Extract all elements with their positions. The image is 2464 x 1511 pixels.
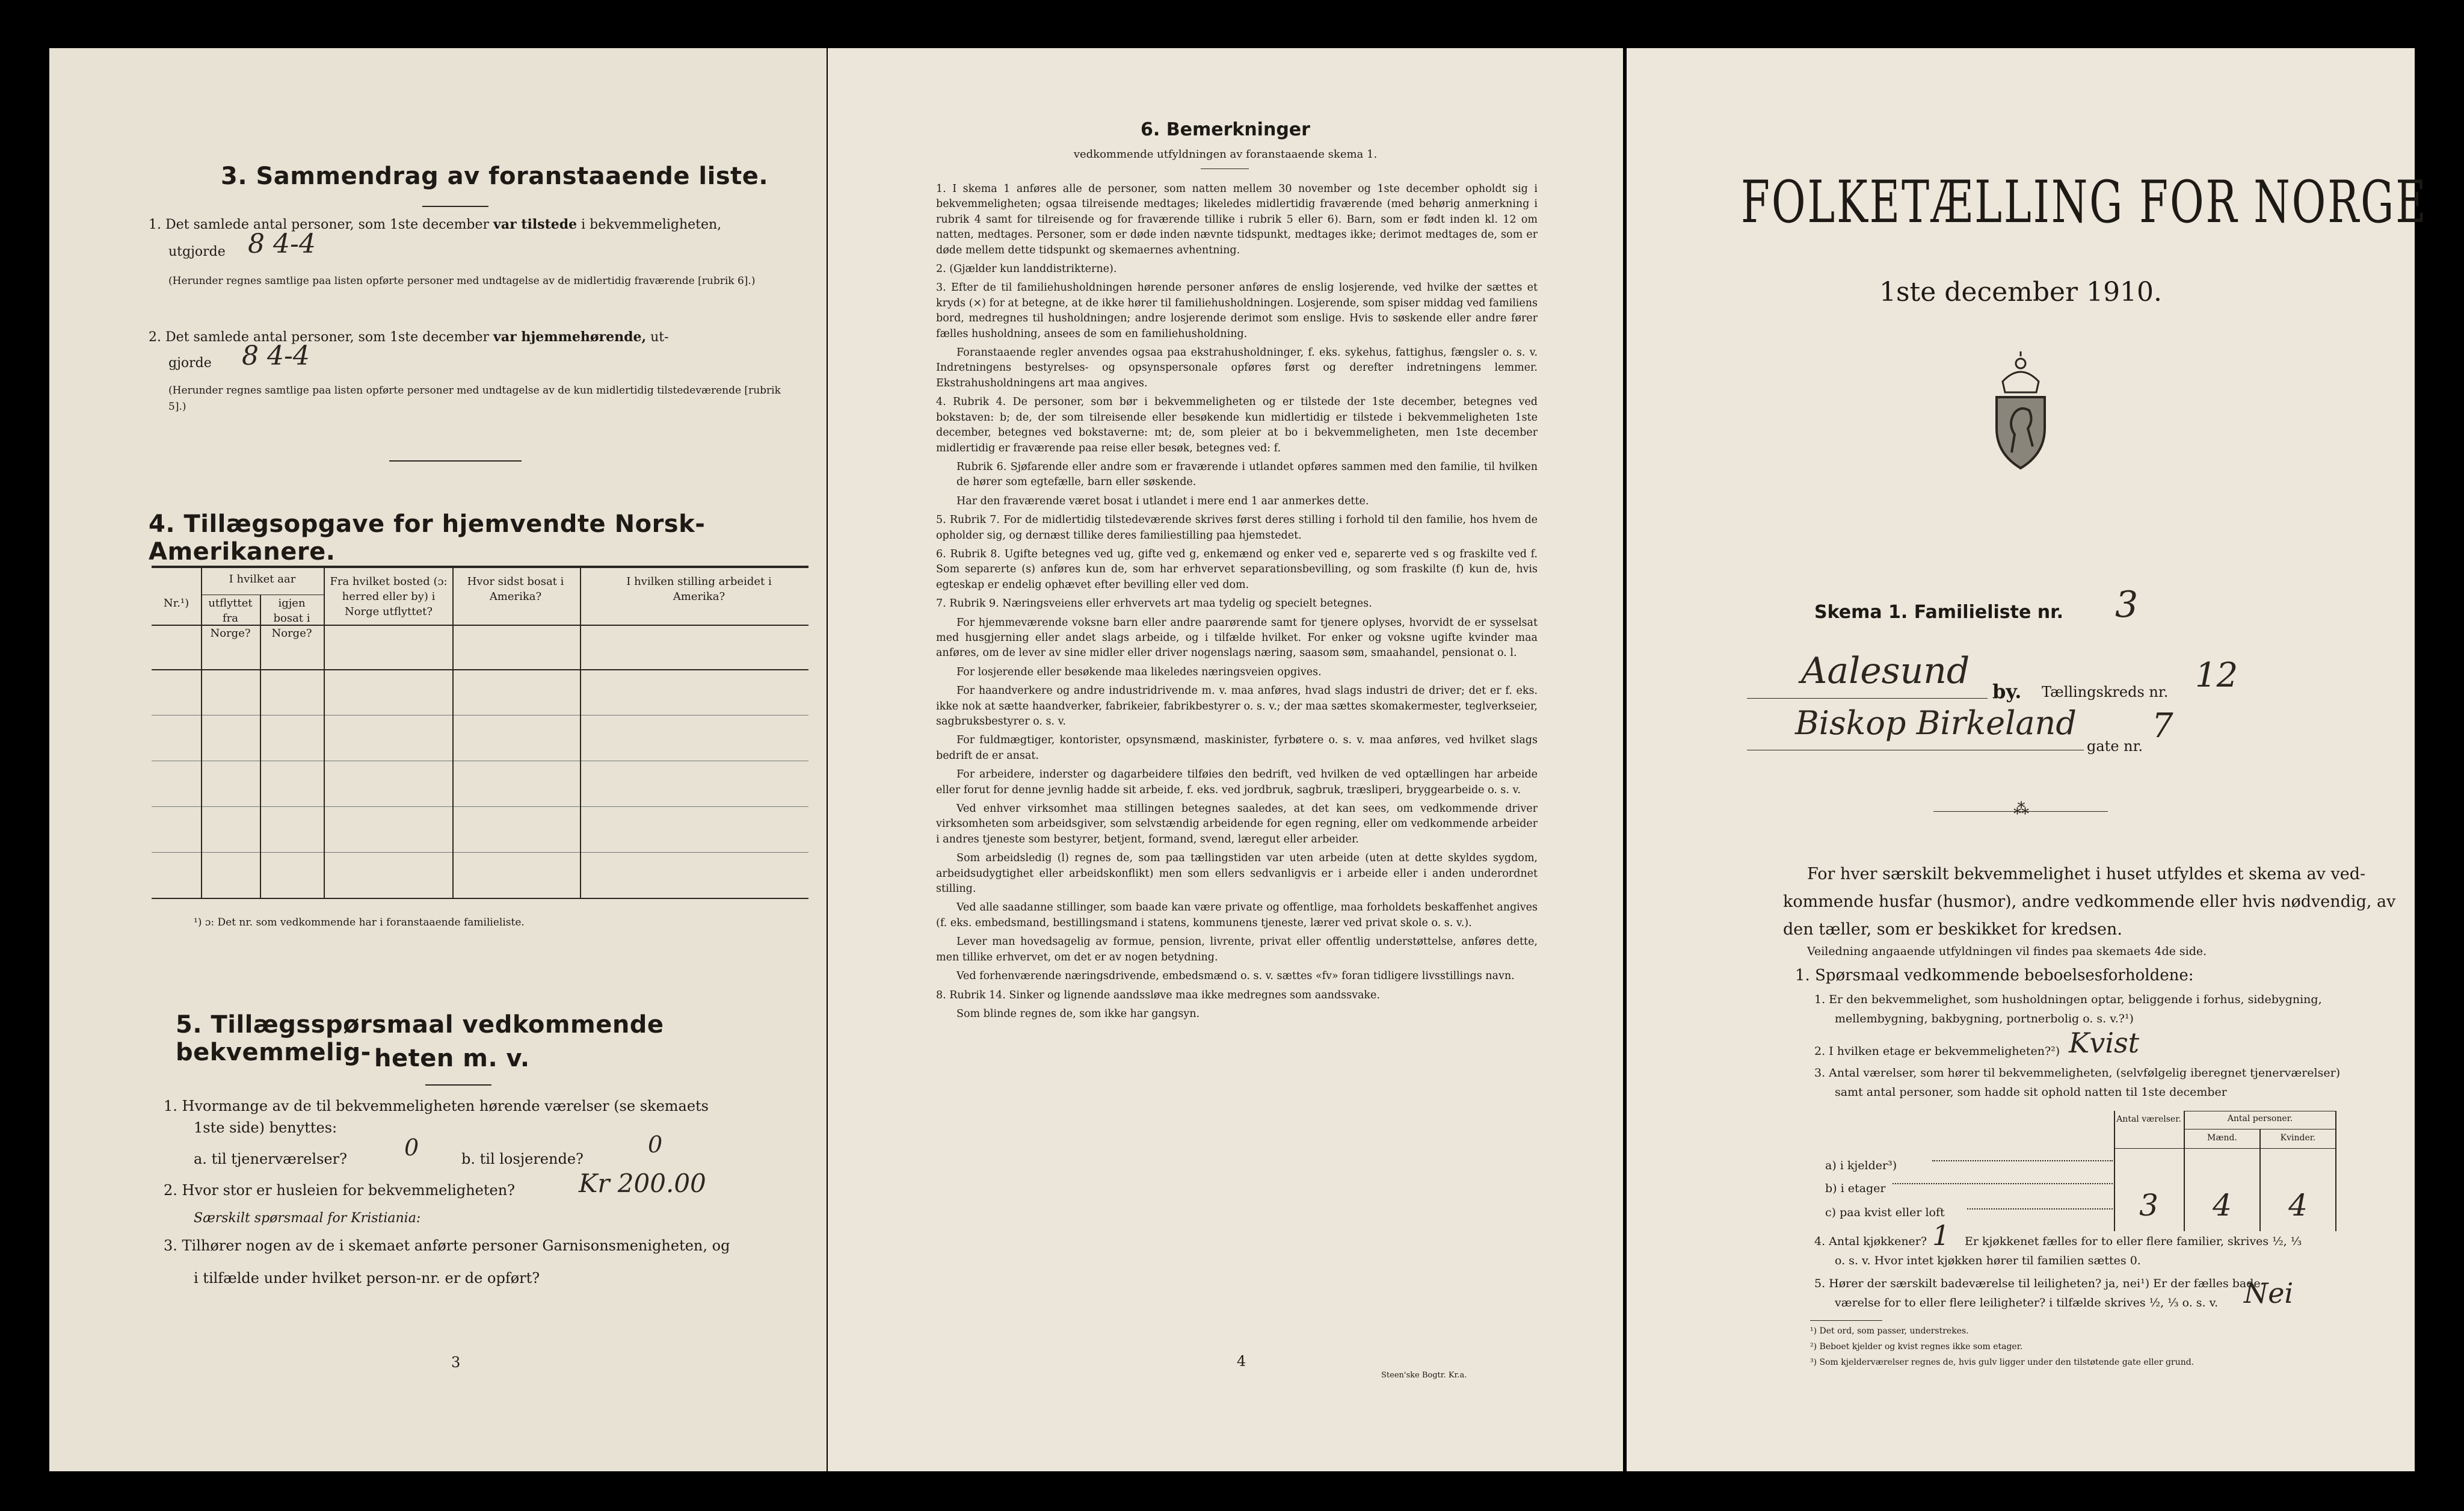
note-item: Ved forhenværende næringsdrivende, embedsmænd o. s. v. sættes «fv» foran tidligere livsstillings navn. bbox=[956, 970, 1515, 983]
s5-q3-a: 3. Tilhører nogen av de i skemaet anførte personer Garnisonsmenigheten, og bbox=[164, 1237, 730, 1254]
note-item: For hjemmeværende voksne barn eller andre paarørende samt for tjenere oplyses, hvorvidt de er sysselsat med husgjerning eller andet slags arbeide, og i tilfælde hvilket. For enker og voksne ugifte kvinder maa anføres, om de lever av sine midler eller driver nogenslags næring, saasom søm, smaahandel, pensionat o. l. bbox=[936, 616, 1538, 660]
footnote-1: ¹) Det ord, som passer, understrekes. bbox=[1810, 1326, 1969, 1336]
s3-q2-text: 2. Det samlede antal personer, som 1ste december var hjemmehørende, ut- bbox=[149, 329, 669, 345]
divider bbox=[1201, 168, 1249, 169]
page-4 bbox=[828, 48, 1623, 1471]
note-item: Som arbeidsledig (l) regnes de, som paa tællingstiden var uten arbeide (uten at dette skyldes sygdom, arbeidsudygtighet eller arbeidskonflikt) men som ellers sedvanligvis er i arbeide eller i anden underordnet stilling. bbox=[936, 852, 1538, 895]
note-item: Rubrik 6. Sjøfarende eller andre som er fraværende i utlandet opføres sammen med den familie, til hvilken de hører som egtefælle, barn eller søskende. bbox=[956, 460, 1538, 489]
s3-q1-text: 1. Det samlede antal personer, som 1ste december var tilstede i bekvemmeligheten, bbox=[149, 217, 722, 232]
bemerkninger-title: 6. Bemerkninger bbox=[1141, 119, 1310, 140]
cover-page bbox=[1627, 48, 2428, 1471]
q1-3b: samt antal personer, som hadde sit ophold natten til 1ste december bbox=[1835, 1086, 2227, 1099]
q1-title: 1. Spørsmaal vedkommende beboelsesforholdene: bbox=[1795, 966, 2194, 984]
room-row-label: b) i etager bbox=[1825, 1182, 1886, 1195]
q1-2-value: Kvist bbox=[2069, 1027, 2140, 1059]
col-kvinder: Kvinder. bbox=[2280, 1133, 2316, 1143]
cover-title: FOLKETÆLLING FOR NORGE bbox=[1741, 168, 2428, 236]
q1-1b: mellembygning, bakbygning, portnerbolig o. s. v.?¹) bbox=[1835, 1012, 2134, 1025]
s3-q2-note: (Herunder regnes samtlige paa listen opførte personer med undtagelse av de kun midlertidig tilstedeværende [rubrik 5].) bbox=[168, 385, 781, 413]
by-label: by. bbox=[1992, 680, 2022, 703]
note-item: Foranstaaende regler anvendes ogsaa paa ekstrahusholdninger, f. eks. sykehus, fattighus, fængsler o. s. v. Indretningens bestyrelses- og opsynspersonale opføres først og derefter indretningens lemmer. Ekstrahusholdningens art maa angives. bbox=[936, 347, 1538, 389]
bemerkninger-list bbox=[936, 182, 1538, 1025]
q1-5a: 5. Hører der særskilt badeværelse til leiligheten? ja, nei¹) Er der fælles bade- bbox=[1814, 1277, 2265, 1290]
col-hvor-sidst-bosat: Hvor sidst bosat i Amerika? bbox=[467, 575, 564, 603]
s3-q2-value: 8 4-4 bbox=[242, 341, 310, 371]
s5-q1-b-value: 0 bbox=[648, 1131, 663, 1158]
q1-4-value: 1 bbox=[1932, 1219, 1950, 1252]
note-item: 4. Rubrik 4. De personer, som bør i bekvemmeligheten og er tilstede der 1ste december, betegnes ved bokstaven: b; de, der som tilreisende eller besøkende kun midlertidig er tilstede i bekvemmeligheten 1ste december, betegnes ved bokstaverne: mt; de, som pleier at bo i bekvemmeligheten, men 1ste december midlertidig er fraværende paa reise eller besøk, betegnes ved: f. bbox=[936, 396, 1538, 454]
s5-q1-a-label: a. til tjenerværelser? bbox=[194, 1151, 347, 1167]
vaerelser-kvist: 3 bbox=[2139, 1188, 2158, 1223]
maend-kvist: 4 bbox=[2213, 1188, 2232, 1223]
divider bbox=[422, 206, 488, 207]
gate-label: gate nr. bbox=[2087, 738, 2143, 755]
divider bbox=[425, 1084, 491, 1086]
col-fra-hvilket-bosted: Fra hvilket bosted (ɔ: herred eller by) i Norge utflyttet? bbox=[330, 575, 448, 618]
s3-q1-value: 8 4-4 bbox=[248, 229, 316, 259]
col-maend: Mænd. bbox=[2207, 1133, 2237, 1143]
skema-label: Skema 1. Familieliste nr. bbox=[1814, 602, 2064, 623]
col-nr: Nr.¹) bbox=[163, 597, 189, 610]
section-4-title: 4. Tillægsopgave for hjemvendte Norsk-Amerikanere. bbox=[149, 510, 706, 566]
note-item: 6. Rubrik 8. Ugifte betegnes ved ug, gifte ved g, enkemænd og enker ved e, separerte ved s og fraskilte ved f. Som separerte (s) anføres kun de, som har erhvervet separationsbevilling, og som fraskilte (f) kun de, hvis egteskap er endelig ophævet efter bevilling eller ved dom. bbox=[936, 548, 1538, 591]
note-item: Har den fraværende været bosat i utlandet i mere end 1 aar anmerkes dette. bbox=[956, 495, 1369, 507]
section-5-title-1: 5. Tillægsspørsmaal vedkommende bekvemmelig- bbox=[176, 1011, 664, 1066]
q1-2: 2. I hvilken etage er bekvemmeligheten?²) bbox=[1814, 1045, 2060, 1058]
intro-line-3: den tæller, som er beskikket for kredsen. bbox=[1783, 920, 2122, 939]
q1-4c: o. s. v. Hvor intet kjøkken hører til familien sættes 0. bbox=[1835, 1254, 2141, 1267]
note-item: Ved enhver virksomhet maa stillingen betegnes saaledes, at det kan sees, om vedkommende driver virksomheten som arbeidsgiver, som selvstændig arbeidende for egen regning, eller om vedkommende arbeider i andres tjeneste som bestyrer, betjent, formand, svend, læregut eller arbeider. bbox=[936, 803, 1538, 845]
veiledning: Veiledning angaaende utfyldningen vil findes paa skemaets 4de side. bbox=[1807, 945, 2207, 958]
col-antal-personer: Antal personer. bbox=[2227, 1114, 2293, 1123]
intro-line-1: For hver særskilt bekvemmelighet i huset utfyldes et skema av ved- bbox=[1807, 865, 2366, 883]
note-item: For haandverkere og andre industridrivende m. v. maa anføres, hvad slags industri de driver; det er f. eks. ikke nok at sætte haandverker, fabrikeier, fabrikbestyrer o. s. v.; der maa sættes skomakermester, teglverkseier, sagbruksbestyrer o. s. v. bbox=[936, 685, 1538, 728]
note-item: 1. I skema 1 anføres alle de personer, som natten mellem 30 november og 1ste december opholdt sig i bekvemmeligheten; ogsaa tilreisende medtages; likeledes midlertidig fraværende (med behørig anmerkning i rubrik 4 samt for tilreisende og for fraværende tillike i rubrik 5 eller 6). Barn, som er født inden kl. 12 om natten, medtages. Personer, som er døde inden nævnte tidspunkt, medtages ikke; derimot medtages de, som er døde mellem dette tidspunkt og skemaernes avhentning. bbox=[936, 183, 1538, 256]
s5-q1-a: 1. Hvormange av de til bekvemmeligheten hørende værelser (se skemaets bbox=[164, 1098, 709, 1114]
ornament-icon: ⁂ bbox=[2013, 800, 2029, 818]
section-3-title: 3. Sammendrag av foranstaaende liste. bbox=[221, 162, 769, 190]
q1-1a: 1. Er den bekvemmelighet, som husholdningen optar, beliggende i forhus, sidebygning, bbox=[1814, 993, 2322, 1006]
note-item: 8. Rubrik 14. Sinker og lignende aandssløve maa ikke medregnes som aandssvake. bbox=[936, 989, 1380, 1001]
note-item: 3. Efter de til familiehusholdningen hørende personer anføres de enslig losjerende, ved hvilke der sættes et kryds (×) for at betegne, at de ikke hører til familiehusholdningen. Losjerende, som spiser middag ved familiens bord, medregnes til husholdningen; andre losjerende derimot som enslige. Hvis to søskende eller andre fører fælles husholdning, ansees de som en familiehusholdning. bbox=[936, 282, 1538, 340]
s5-q1-a-value: 0 bbox=[404, 1134, 419, 1161]
table-4-footnote: ¹) ɔ: Det nr. som vedkommende har i foranstaaende familieliste. bbox=[194, 916, 525, 929]
note-item: Ved alle saadanne stillinger, som baade kan være private og offentlige, maa forholdets beskaffenhet angives (f. eks. embedsmand, bestillingsmand i statens, kommunens tjeneste, lærer ved privat skole o. s. v.). bbox=[936, 901, 1538, 929]
note-item: Lever man hovedsagelig av formue, pension, livrente, privat eller offentlig understøttelse, anføres dette, men tillike erhvervet, om det er av nogen betydning. bbox=[936, 936, 1538, 963]
cover-date: 1ste december 1910. bbox=[1879, 277, 2163, 307]
s3-q2-utgjorde-label: gjorde bbox=[168, 356, 212, 371]
printer-imprint: Steen'ske Bogtr. Kr.a. bbox=[1381, 1371, 1467, 1380]
note-item: For arbeidere, inderster og dagarbeidere tilføies den bedrift, ved hvilken de ved optællingen har arbeide eller forut for denne jevnlig hadde sit arbeide, f. eks. ved jordbruk, sagbruk, træsliperi, bryggearbeide o. s. v. bbox=[936, 768, 1538, 796]
section-5-title-2: heten m. v. bbox=[374, 1045, 530, 1072]
col-utflyttet: utflyttet fra Norge? bbox=[208, 597, 253, 640]
note-item: 2. (Gjælder kun landdistrikterne). bbox=[936, 263, 1117, 276]
col-stilling: I hvilken stilling arbeidet i Amerika? bbox=[626, 575, 772, 603]
kvinder-kvist: 4 bbox=[2288, 1188, 2308, 1223]
s5-q2-value: Kr 200.00 bbox=[579, 1169, 706, 1198]
note-item: Som blinde regnes de, som ikke har gangsyn. bbox=[956, 1007, 1200, 1020]
city-value: Aalesund bbox=[1801, 650, 1970, 692]
street-value: Biskop Birkeland bbox=[1795, 704, 2077, 742]
note-item: 5. Rubrik 7. For de midlertidig tilstedeværende skrives først deres stilling i forhold til den familie, hos hvem de opholder sig, og dernæst tillike deres familiestilling paa hjemstedet. bbox=[936, 514, 1538, 542]
note-item: 7. Rubrik 9. Næringsveiens eller erhvervets art maa tydelig og specielt betegnes. bbox=[936, 598, 1372, 610]
coat-of-arms-icon bbox=[1979, 350, 2063, 471]
gate-value: 7 bbox=[2152, 706, 2173, 746]
note-item: For fuldmægtiger, kontorister, opsynsmænd, maskinister, fyrbøtere o. s. v. maa anføres, ved hvilket slags bedrift de er ansat. bbox=[936, 734, 1538, 762]
q1-3a: 3. Antal værelser, som hører til bekvemmeligheten, (selvfølgelig iberegnet tjenerværelser) bbox=[1814, 1066, 2341, 1080]
q1-4a: 4. Antal kjøkkener? bbox=[1814, 1235, 1927, 1248]
skema-value: 3 bbox=[2115, 584, 2139, 626]
room-row-label: a) i kjelder³) bbox=[1825, 1159, 1897, 1172]
page-3 bbox=[49, 48, 827, 1471]
s5-q2-label: 2. Hvor stor er husleien for bekvemmeligheten? bbox=[164, 1182, 516, 1199]
note-item: For losjerende eller besøkende maa likeledes næringsveien opgives. bbox=[956, 666, 1322, 678]
footnote-2: ²) Beboet kjelder og kvist regnes ikke som etager. bbox=[1810, 1342, 2023, 1352]
s5-q1-b: 1ste side) benyttes: bbox=[194, 1119, 337, 1136]
s5-q3-b: i tilfælde under hvilket person-nr. er de opført? bbox=[194, 1270, 540, 1287]
s5-q1-b-label: b. til losjerende? bbox=[461, 1151, 584, 1167]
s5-kristiania: Særskilt spørsmaal for Kristiania: bbox=[194, 1211, 421, 1226]
norsk-amerikanere-table bbox=[152, 566, 808, 951]
q1-4b: Er kjøkkenet fælles for to eller flere familier, skrives ½, ⅓ bbox=[1965, 1235, 2302, 1248]
footnote-3: ³) Som kjelderværelser regnes de, hvis gulv ligger under den tilstøtende gate eller grund. bbox=[1810, 1358, 2194, 1367]
room-row-label: c) paa kvist eller loft bbox=[1825, 1206, 1945, 1219]
city-line bbox=[1747, 698, 1988, 699]
bemerkninger-subtitle: vedkommende utfyldningen av foranstaaende skema 1. bbox=[1073, 148, 1378, 161]
q1-5b: værelse for to eller flere leiligheter? i tilfælde skrives ½, ⅓ o. s. v. bbox=[1835, 1296, 2219, 1309]
divider bbox=[1810, 1320, 1882, 1321]
kreds-value: 12 bbox=[2195, 656, 2238, 695]
s3-q1-note: (Herunder regnes samtlige paa listen opførte personer med undtagelse av de midlertidig fraværende [rubrik 6].) bbox=[168, 275, 756, 287]
room-table bbox=[1825, 1111, 2336, 1243]
page-number: 4 bbox=[1237, 1353, 1246, 1370]
page-number: 3 bbox=[451, 1354, 461, 1371]
divider bbox=[389, 460, 522, 462]
col-igjen-bosat: igjen bosat i Norge? bbox=[271, 597, 312, 640]
col-antal-vaerelser: Antal værelser. bbox=[2116, 1114, 2181, 1124]
q1-5-value: Nei bbox=[2244, 1277, 2294, 1309]
col-i-hvilket-aar: I hvilket aar bbox=[229, 573, 296, 586]
intro-line-2: kommende husfar (husmor), andre vedkommende eller hvis nødvendig, av bbox=[1783, 892, 2396, 911]
kreds-label: Tællingskreds nr. bbox=[2042, 684, 2169, 700]
s3-q1-utgjorde-label: utgjorde bbox=[168, 244, 226, 259]
